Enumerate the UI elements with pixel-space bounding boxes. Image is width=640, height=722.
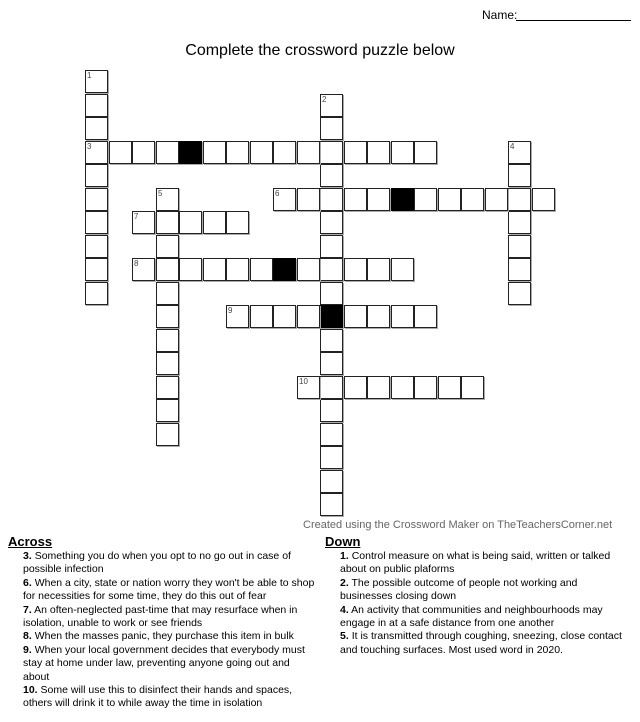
clue-number: 10. (23, 684, 38, 697)
answer-cell[interactable] (85, 258, 108, 281)
clue-item (23, 604, 315, 631)
answer-cell[interactable] (156, 376, 179, 399)
answer-cell[interactable] (297, 141, 320, 164)
clue-number: 7. (23, 603, 32, 616)
clue-number: 6. (23, 576, 32, 589)
answer-cell[interactable] (156, 305, 179, 328)
clue-item (340, 577, 628, 604)
answer-cell[interactable] (367, 188, 390, 211)
answer-cell[interactable] (203, 211, 226, 234)
answer-cell[interactable] (156, 258, 179, 281)
clue-text: The possible outcome of people not working and businesses closing down (340, 576, 578, 603)
answer-cell[interactable] (156, 329, 179, 352)
answer-cell[interactable] (226, 305, 249, 328)
answer-cell[interactable] (273, 305, 296, 328)
answer-cell[interactable] (320, 376, 343, 399)
answer-cell[interactable] (156, 399, 179, 422)
answer-cell[interactable] (320, 352, 343, 375)
answer-cell[interactable] (532, 188, 555, 211)
answer-cell[interactable] (156, 235, 179, 258)
answer-cell[interactable] (297, 188, 320, 211)
answer-cell[interactable] (85, 282, 108, 305)
answer-cell[interactable] (297, 258, 320, 281)
answer-cell[interactable] (226, 141, 249, 164)
answer-cell[interactable] (391, 305, 414, 328)
clue-number-label: 8 (134, 259, 139, 268)
answer-cell[interactable] (320, 117, 343, 140)
answer-cell[interactable] (250, 258, 273, 281)
answer-cell[interactable] (320, 282, 343, 305)
clue-text: It is transmitted through coughing, sneezing, close contact and touching surfaces. Most used word in 2020. (340, 630, 622, 656)
clue-item (23, 644, 315, 684)
answer-cell[interactable] (85, 188, 108, 211)
black-square (320, 305, 343, 328)
clue-item (23, 684, 315, 711)
black-square (391, 188, 414, 211)
answer-cell[interactable] (226, 211, 249, 234)
clue-number: 5. (340, 630, 349, 643)
answer-cell[interactable] (344, 258, 367, 281)
clue-item (340, 630, 628, 657)
answer-cell[interactable] (85, 235, 108, 258)
answer-cell[interactable] (179, 211, 202, 234)
answer-cell[interactable] (508, 282, 531, 305)
answer-cell[interactable] (320, 329, 343, 352)
clue-item (23, 630, 315, 643)
answer-cell[interactable] (438, 188, 461, 211)
clue-item (340, 550, 628, 577)
clue-item (23, 550, 315, 577)
clue-number: 1. (340, 550, 349, 562)
answer-cell[interactable] (414, 188, 437, 211)
answer-cell[interactable] (414, 141, 437, 164)
answer-cell[interactable] (156, 141, 179, 164)
page-title: Complete the crossword puzzle below (185, 42, 455, 59)
clue-number-label: 4 (510, 142, 515, 151)
clue-text: An often-neglected past-time that may resurface when in isolation, unable to work or see friends (23, 603, 298, 630)
clue-text: An activity that communities and neighbourhoods may engage in at a safe distance from one another (340, 603, 603, 630)
clue-text: Some will use this to disinfect their hands and spaces, others will drink it to while away the time in isolation (23, 684, 293, 710)
answer-cell[interactable] (344, 305, 367, 328)
clue-number-label: 10 (299, 377, 308, 386)
answer-cell[interactable] (297, 305, 320, 328)
answer-cell[interactable] (320, 235, 343, 258)
answer-cell[interactable] (273, 188, 296, 211)
black-square (273, 258, 296, 281)
answer-cell[interactable] (203, 141, 226, 164)
clue-item (340, 604, 628, 631)
clue-number: 2. (340, 576, 349, 589)
answer-cell[interactable] (85, 211, 108, 234)
answer-cell[interactable] (414, 305, 437, 328)
answer-cell[interactable] (250, 305, 273, 328)
clue-text: Something you do when you opt to no go out in case of possible infection (23, 550, 291, 576)
answer-cell[interactable] (320, 188, 343, 211)
answer-cell[interactable] (508, 141, 531, 164)
clue-number-label: 7 (134, 212, 139, 221)
answer-cell[interactable] (344, 188, 367, 211)
answer-cell[interactable] (320, 164, 343, 187)
answer-cell[interactable] (320, 446, 343, 469)
clue-number-label: 6 (275, 189, 280, 198)
clue-number-label: 1 (87, 71, 92, 80)
down-heading: Down (325, 534, 361, 549)
clue-number-label: 3 (87, 142, 92, 151)
answer-cell[interactable] (156, 352, 179, 375)
name-label: Name: (482, 8, 518, 22)
answer-cell[interactable] (367, 376, 390, 399)
answer-cell[interactable] (367, 141, 390, 164)
clue-number-label: 2 (322, 95, 327, 104)
answer-cell[interactable] (226, 258, 249, 281)
answer-cell[interactable] (132, 258, 155, 281)
credit-line: Created using the Crossword Maker on TheTeachersCorner.net (303, 519, 613, 531)
clue-text: When a city, state or nation worry they won't be able to shop for necessities for some time, they do this out of fear (23, 576, 315, 603)
clue-number: 3. (23, 550, 32, 562)
answer-cell[interactable] (132, 211, 155, 234)
answer-cell[interactable] (508, 188, 531, 211)
answer-cell[interactable] (156, 188, 179, 211)
answer-cell[interactable] (391, 141, 414, 164)
answer-cell[interactable] (85, 117, 108, 140)
answer-cell[interactable] (320, 399, 343, 422)
answer-cell[interactable] (367, 305, 390, 328)
answer-cell[interactable] (273, 141, 296, 164)
answer-cell[interactable] (485, 188, 508, 211)
answer-cell[interactable] (250, 141, 273, 164)
answer-cell[interactable] (391, 258, 414, 281)
answer-cell[interactable] (320, 94, 343, 117)
answer-cell[interactable] (85, 141, 108, 164)
answer-cell[interactable] (320, 423, 343, 446)
answer-cell[interactable] (179, 258, 202, 281)
answer-cell[interactable] (461, 376, 484, 399)
answer-cell[interactable] (109, 141, 132, 164)
answer-cell[interactable] (85, 164, 108, 187)
answer-cell[interactable] (297, 376, 320, 399)
answer-cell[interactable] (508, 211, 531, 234)
answer-cell[interactable] (156, 211, 179, 234)
answer-cell[interactable] (508, 235, 531, 258)
clue-number: 9. (23, 643, 32, 656)
answer-cell[interactable] (438, 376, 461, 399)
answer-cell[interactable] (414, 376, 437, 399)
black-square (179, 141, 202, 164)
answer-cell[interactable] (508, 164, 531, 187)
clue-number-label: 5 (158, 189, 163, 198)
answer-cell[interactable] (320, 141, 343, 164)
clue-number: 4. (340, 603, 349, 616)
across-clue-list (23, 550, 315, 711)
answer-cell[interactable] (344, 376, 367, 399)
answer-cell[interactable] (320, 211, 343, 234)
answer-cell[interactable] (508, 258, 531, 281)
answer-cell[interactable] (132, 141, 155, 164)
answer-cell[interactable] (320, 493, 343, 516)
answer-cell[interactable] (344, 141, 367, 164)
down-clue-list (340, 550, 628, 657)
across-heading: Across (8, 534, 53, 549)
clue-item (23, 577, 315, 604)
answer-cell[interactable] (85, 94, 108, 117)
answer-cell[interactable] (391, 376, 414, 399)
clue-number-label: 9 (228, 306, 233, 315)
clue-text: When your local government decides that everybody must stay at home under law, preventing anyone going out and about (23, 643, 305, 683)
answer-cell[interactable] (367, 258, 390, 281)
answer-cell[interactable] (156, 282, 179, 305)
answer-cell[interactable] (85, 70, 108, 93)
answer-cell[interactable] (320, 470, 343, 493)
clue-text: Control measure on what is being said, written or talked about on public plaforms (340, 550, 611, 576)
answer-cell[interactable] (203, 258, 226, 281)
answer-cell[interactable] (320, 258, 343, 281)
clue-text: When the masses panic, they purchase this item in bulk (34, 630, 294, 643)
answer-cell[interactable] (156, 423, 179, 446)
clue-number: 8. (23, 630, 32, 643)
answer-cell[interactable] (461, 188, 484, 211)
